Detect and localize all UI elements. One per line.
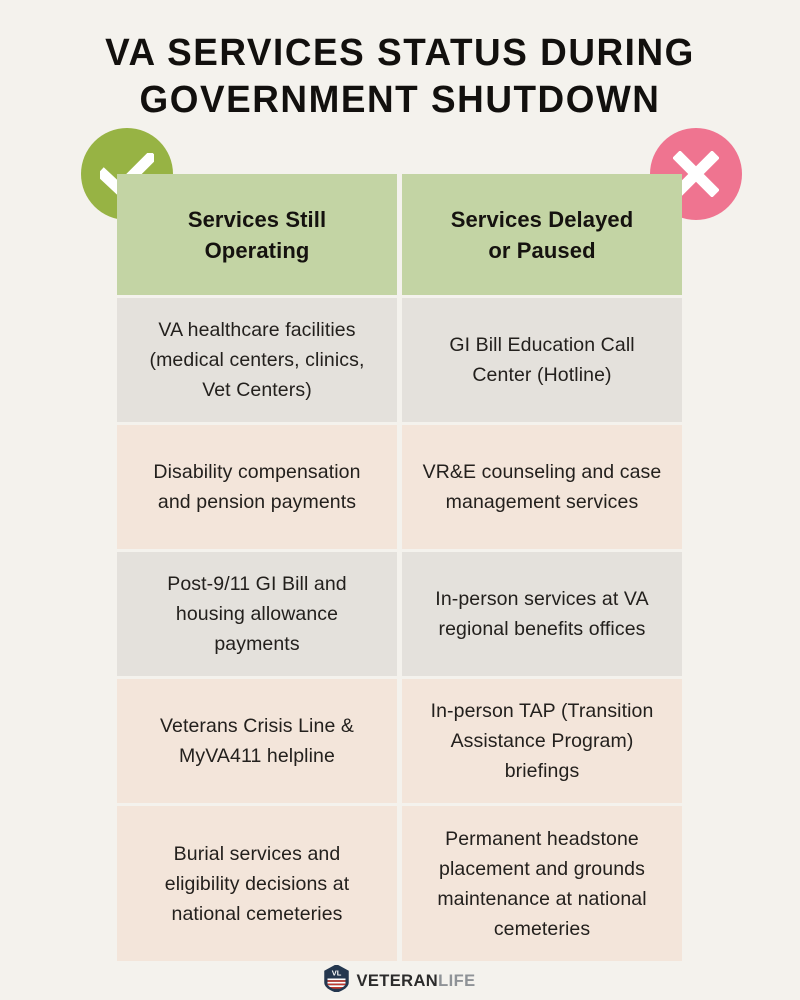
column-header-operating-line-2: Operating: [204, 237, 310, 263]
cell-operating-text: Post-9/11 GI Bill and housing allowance payments: [167, 573, 347, 655]
table-header-row: [117, 174, 682, 295]
column-header-delayed: [402, 174, 682, 295]
brand-wordmark-part-1: VETERAN: [356, 971, 439, 990]
cell-operating: [117, 806, 397, 961]
cell-operating-text: Burial services and eligibility decisions at national cemeteries: [164, 842, 350, 925]
cell-delayed: [402, 425, 682, 549]
cell-delayed: [402, 552, 682, 676]
page-title-line-1: VA SERVICES STATUS DURING: [105, 32, 695, 74]
cell-delayed-text: GI Bill Education Call Center (Hotline): [449, 334, 635, 386]
cell-operating-text: Veterans Crisis Line & MyVA411 helpline: [159, 715, 355, 767]
cell-delayed-text: In-person services at VA regional benefits offices: [435, 588, 649, 640]
cell-delayed-text: In-person TAP (Transition Assistance Program) briefings: [430, 700, 654, 782]
cell-delayed-text: VR&E counseling and case management services: [422, 461, 662, 513]
cell-delayed: [402, 679, 682, 803]
cell-delayed-text: Permanent headstone placement and grounds maintenance at national cemeteries: [437, 827, 647, 940]
brand-wordmark: [356, 973, 475, 990]
page-title: [0, 0, 800, 124]
cell-operating: [117, 679, 397, 803]
cell-operating-text: VA healthcare facilities (medical centers, clinics, Vet Centers): [149, 319, 365, 401]
veteranlife-shield-icon: [324, 965, 349, 997]
cell-delayed: [402, 298, 682, 422]
svg-text:VL: VL: [332, 968, 342, 978]
table-row: [117, 679, 682, 803]
brand-wordmark-part-2: LIFE: [438, 971, 476, 990]
column-header-delayed-line-2: or Paused: [488, 237, 596, 263]
table-row: [117, 552, 682, 676]
table-row: [117, 298, 682, 422]
column-header-operating-line-1: Services Still: [187, 206, 327, 232]
cell-delayed: [402, 806, 682, 961]
services-status-table: [117, 174, 682, 964]
cell-operating: [117, 552, 397, 676]
cell-operating-text: Disability compensation and pension payments: [153, 461, 361, 513]
page-title-line-2: GOVERNMENT SHUTDOWN: [139, 79, 661, 121]
cell-operating: [117, 298, 397, 422]
footer: [0, 962, 800, 1000]
table-row: [117, 425, 682, 549]
column-header-operating: [117, 174, 397, 295]
table-row: [117, 806, 682, 961]
cell-operating: [117, 425, 397, 549]
column-header-delayed-line-1: Services Delayed: [450, 206, 634, 232]
